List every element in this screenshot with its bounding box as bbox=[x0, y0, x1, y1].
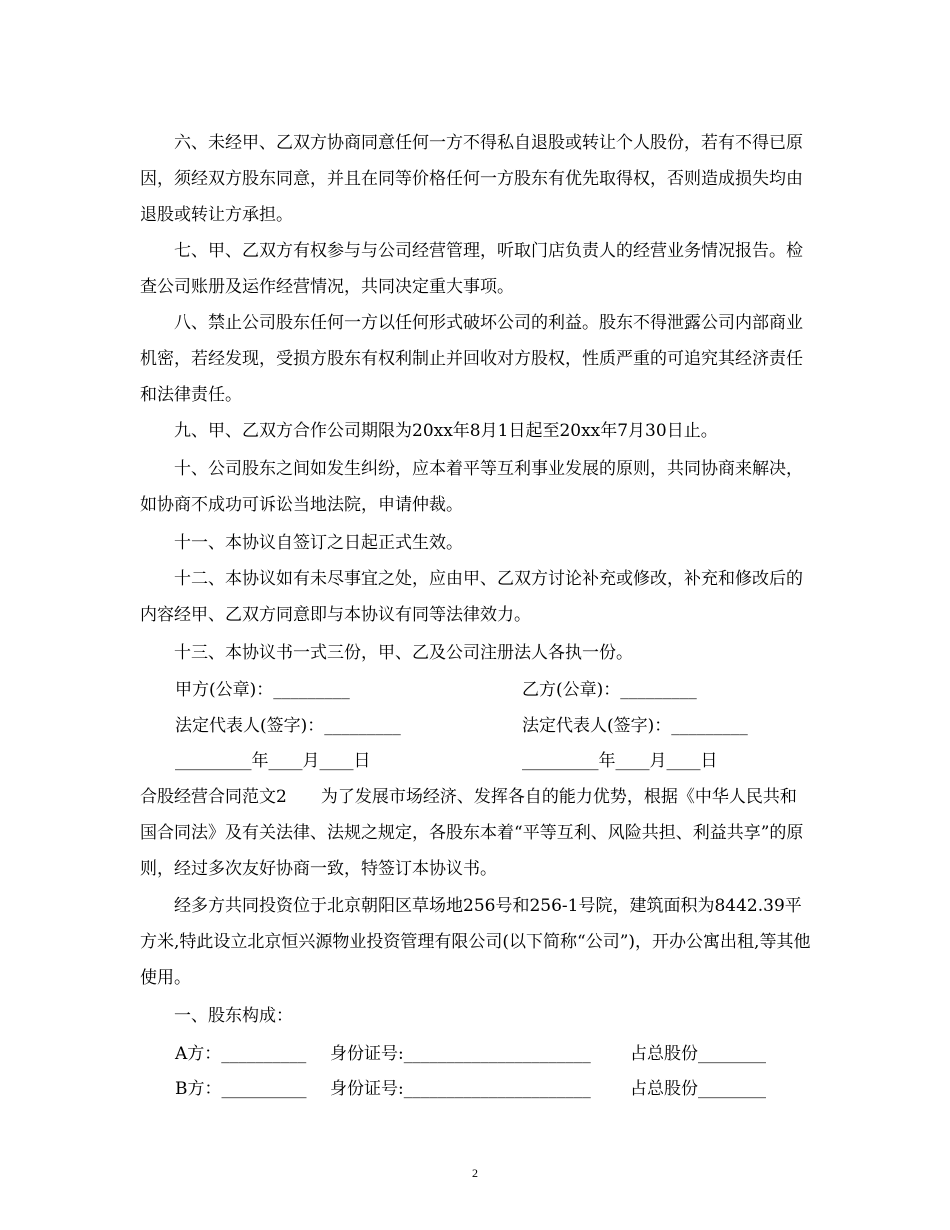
clause-9: 九、甲、乙双方合作公司期限为20xx年8月1日起至20xx年7月30日止。 bbox=[174, 421, 718, 441]
investment-paragraph: 经多方共同投资位于北京朝阳区草场地256号和256-1号院，建筑面积为8442.39平方米,特此设立北京恒兴源物业投资管理有限公司(以下简称“公司”)，开办公寓出租,等其他使用。 bbox=[140, 896, 811, 988]
shareholder-a-party: A方：__________ bbox=[175, 1044, 307, 1064]
party-a-date: _________年____月____日 bbox=[175, 751, 371, 771]
shareholder-b-share: 占总股份________ bbox=[630, 1079, 766, 1099]
clause-8: 八、禁止公司股东任何一方以任何形式破坏公司的利益。股东不得泄露公司内部商业机密，若经发现，受损方股东有权利制止并回收对方股权，性质严重的可追究其经济责任和法律责任。 bbox=[140, 313, 803, 405]
party-b-representative: 法定代表人(签字)：_________ bbox=[522, 716, 748, 736]
shareholder-a-id: 身份证号:______________________ bbox=[330, 1044, 591, 1064]
clause-13: 十三、本协议书一式三份，甲、乙及公司注册法人各执一份。 bbox=[174, 643, 633, 663]
party-b-seal: 乙方(公章)：_________ bbox=[522, 680, 697, 700]
contract-2-intro: 合股经营合同范文2 为了发展市场经济、发挥各自的能力优势，根据《中华人民共和国合同法》及有关法律、法规之规定，各股东本着“平等互利、风险共担、利益共享”的原则，经过多次友好协商一致，特签订本协议书。 bbox=[140, 787, 804, 879]
page-number: 2 bbox=[472, 1166, 478, 1180]
clause-11: 十一、本协议自签订之日起正式生效。 bbox=[174, 533, 463, 553]
party-b-date: _________年____月____日 bbox=[522, 751, 718, 771]
shareholder-a-share: 占总股份________ bbox=[630, 1044, 766, 1064]
shareholder-b-id: 身份证号:______________________ bbox=[330, 1079, 591, 1099]
section-shareholders-title: 一、股东构成： bbox=[174, 1006, 293, 1026]
shareholder-b-party: B方：__________ bbox=[175, 1079, 307, 1099]
clause-10: 十、公司股东之间如发生纠纷，应本着平等互利事业发展的原则，共同协商来解决，如协商不成功可诉讼当地法院，申请仲裁。 bbox=[140, 459, 803, 515]
clause-12: 十二、本协议如有未尽事宜之处，应由甲、乙双方讨论补充或修改，补充和修改后的内容经甲、乙双方同意即与本协议有同等法律效力。 bbox=[140, 569, 803, 625]
party-a-representative: 法定代表人(签字)：_________ bbox=[175, 716, 401, 736]
clause-7: 七、甲、乙双方有权参与与公司经营管理，听取门店负责人的经营业务情况报告。检查公司账册及运作经营情况，共同决定重大事项。 bbox=[140, 241, 803, 297]
party-a-seal: 甲方(公章)：_________ bbox=[175, 680, 350, 700]
clause-6: 六、未经甲、乙双方协商同意任何一方不得私自退股或转让个人股份，若有不得已原因，须经双方股东同意，并且在同等价格任何一方股东有优先取得权，否则造成损失均由退股或转让方承担。 bbox=[140, 133, 803, 225]
